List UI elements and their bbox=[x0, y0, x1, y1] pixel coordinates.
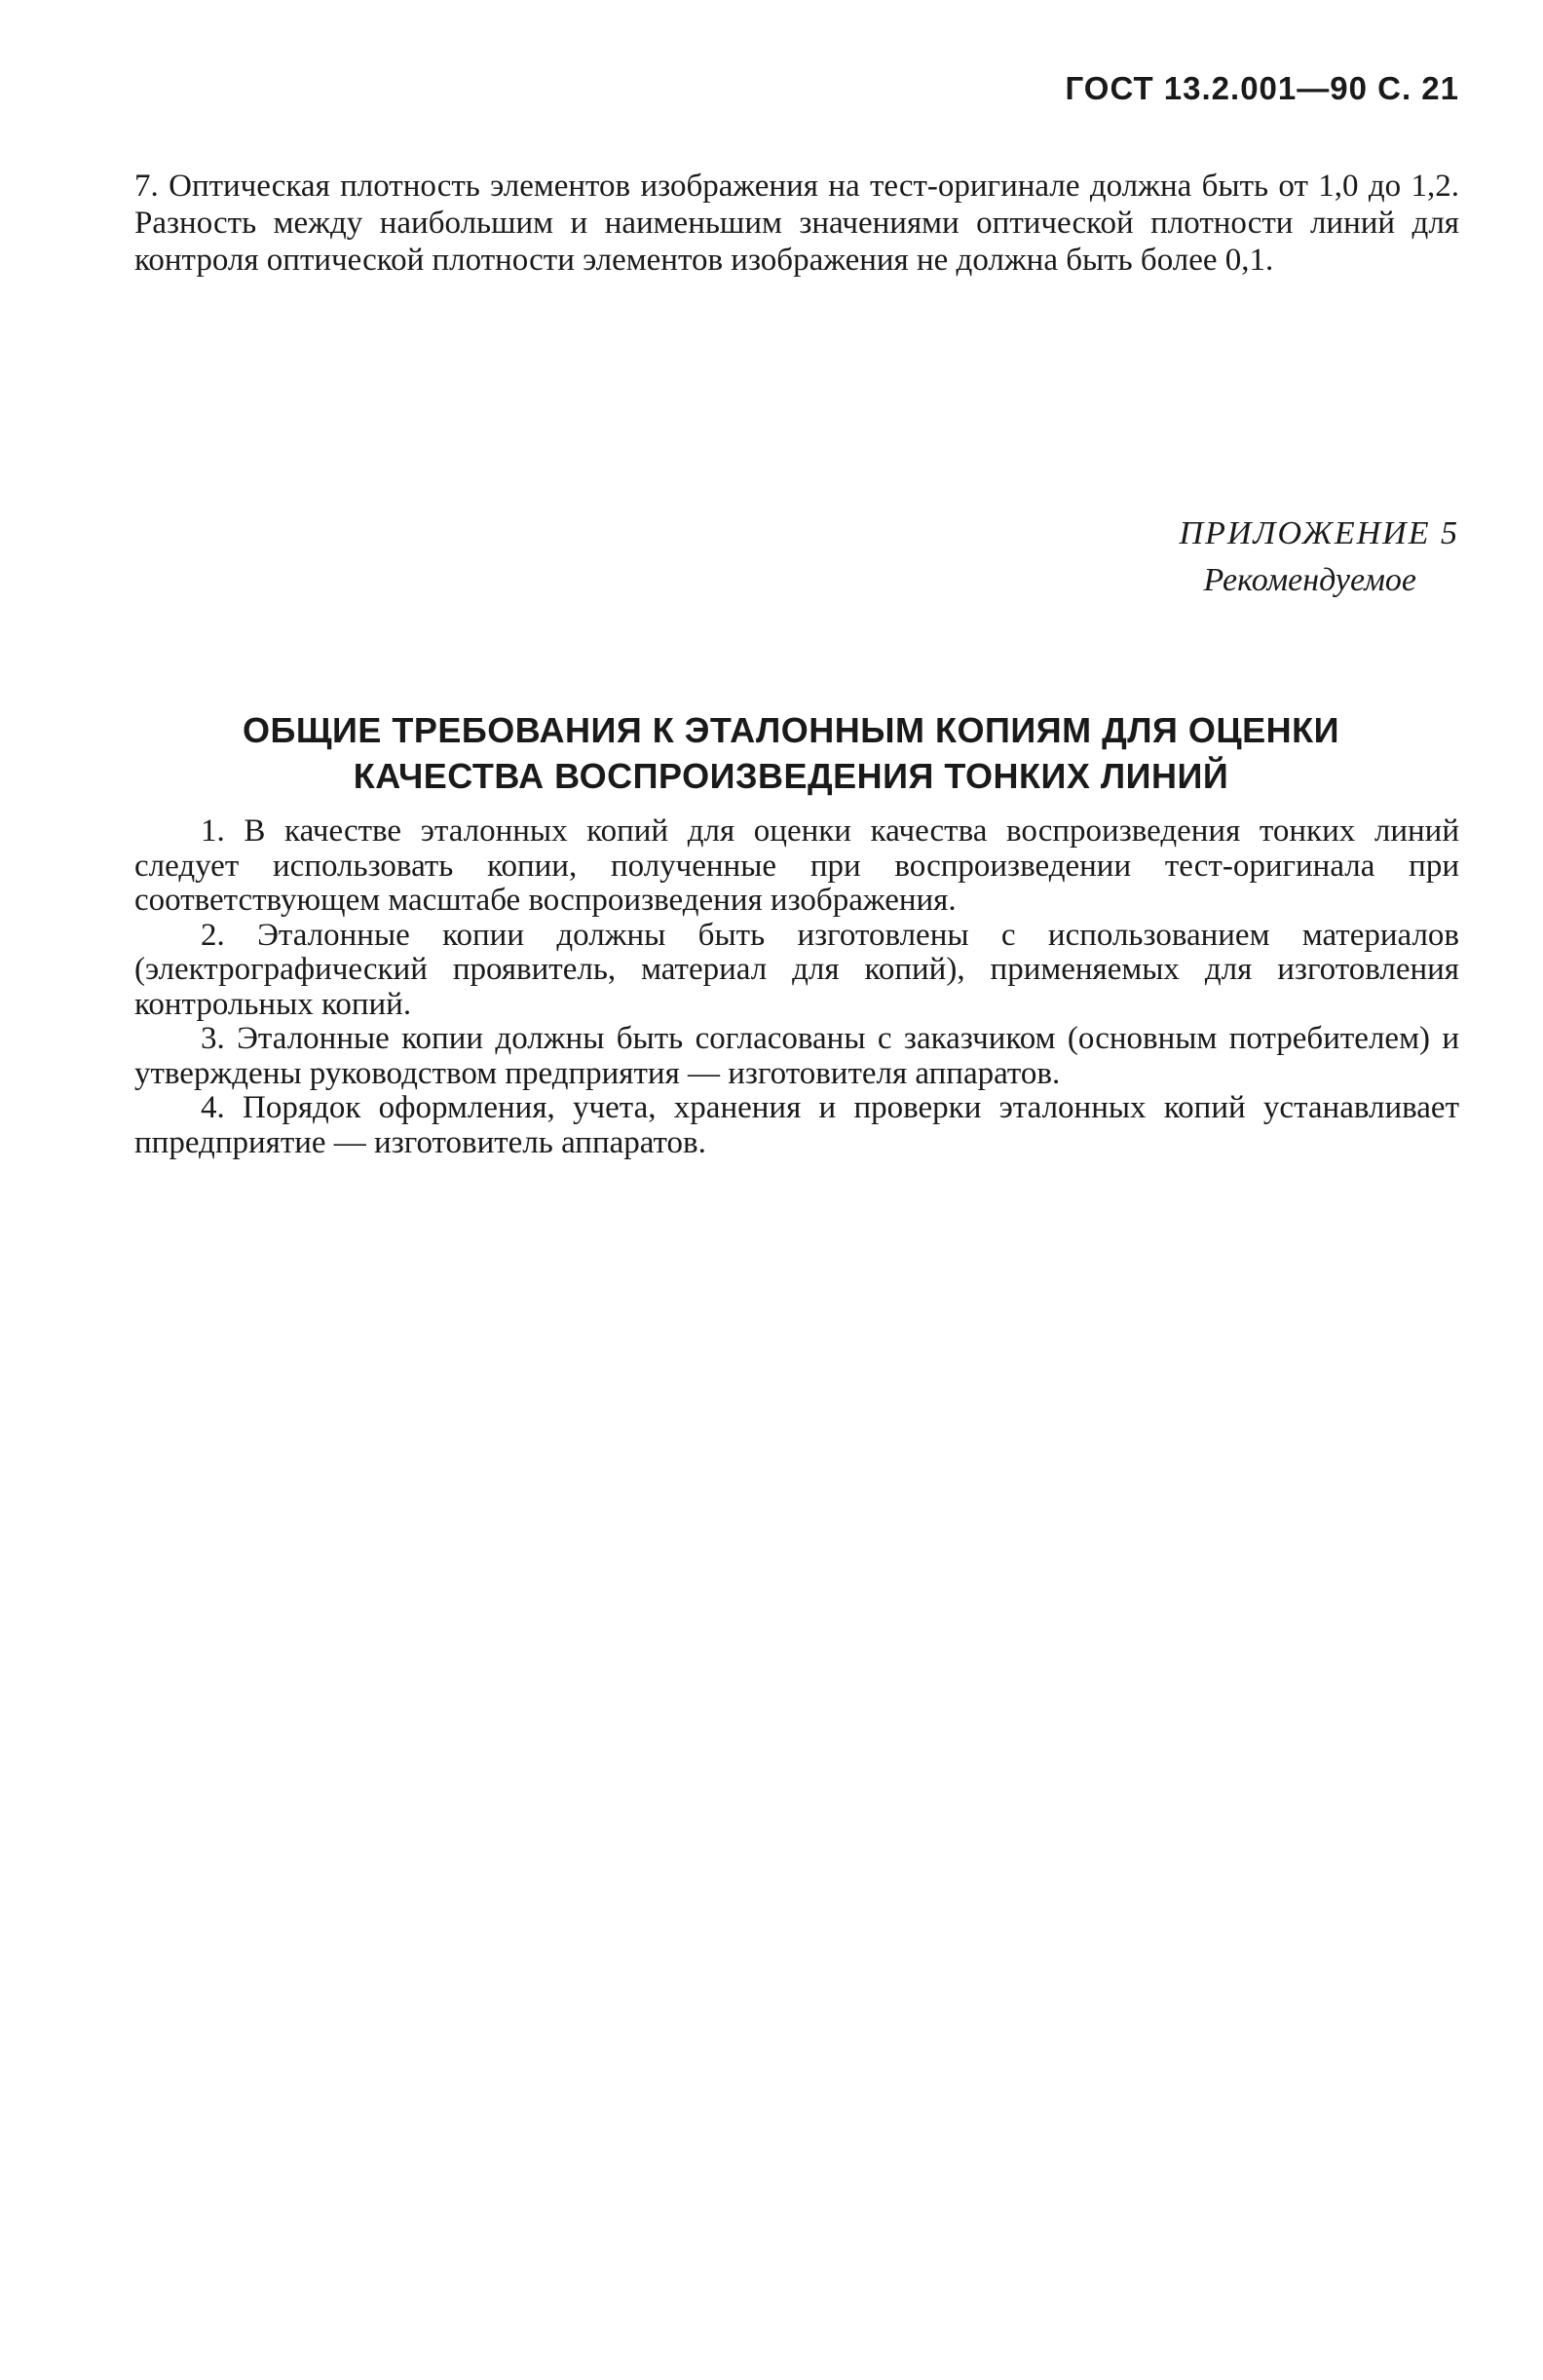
list-item: 1. В качестве эталонных копий для оценки качества воспроизведения тонких линий следует использовать копии, полученные при воспроизведении тест-оригинала при соответствующем масштабе воспроизведения изображения. bbox=[134, 813, 1459, 918]
paragraph-item-7: 7. Оптическая плотность элементов изображения на тест-оригинале должна быть от 1,0 до 1,2. Разность между наибольшим и наименьшим значениями оптической плотности линий для контроля оптической плотности элементов изображения не должна быть более 0,1. bbox=[134, 169, 1459, 278]
requirements-list bbox=[134, 814, 1459, 1160]
section-title-line-2: КАЧЕСТВА ВОСПРОИЗВЕДЕНИЯ ТОНКИХ ЛИНИЙ bbox=[353, 756, 1229, 796]
list-item: 2. Эталонные копии должны быть изготовлены с использованием материалов (электрографический проявитель, материал для копий), применяемых для изготовления контрольных копий. bbox=[134, 917, 1459, 1022]
section-title bbox=[0, 707, 1543, 799]
section-title-line-1: ОБЩИЕ ТРЕБОВАНИЯ К ЭТАЛОННЫМ КОПИЯМ ДЛЯ ОЦЕНКИ bbox=[242, 710, 1340, 750]
list-item: 4. Порядок оформления, учета, хранения и проверки эталонных копий устанавливает ппредприятие — изготовитель аппаратов. bbox=[134, 1090, 1459, 1160]
list-item: 3. Эталонные копии должны быть согласованы с заказчиком (основным потребителем) и утверждены руководством предприятия — изготовителя аппаратов. bbox=[134, 1021, 1459, 1091]
appendix-number: ПРИЛОЖЕНИЕ 5 bbox=[1179, 515, 1459, 551]
appendix-status: Рекомендуемое bbox=[1203, 562, 1416, 598]
page-header: ГОСТ 13.2.001—90 С. 21 bbox=[1065, 70, 1459, 106]
